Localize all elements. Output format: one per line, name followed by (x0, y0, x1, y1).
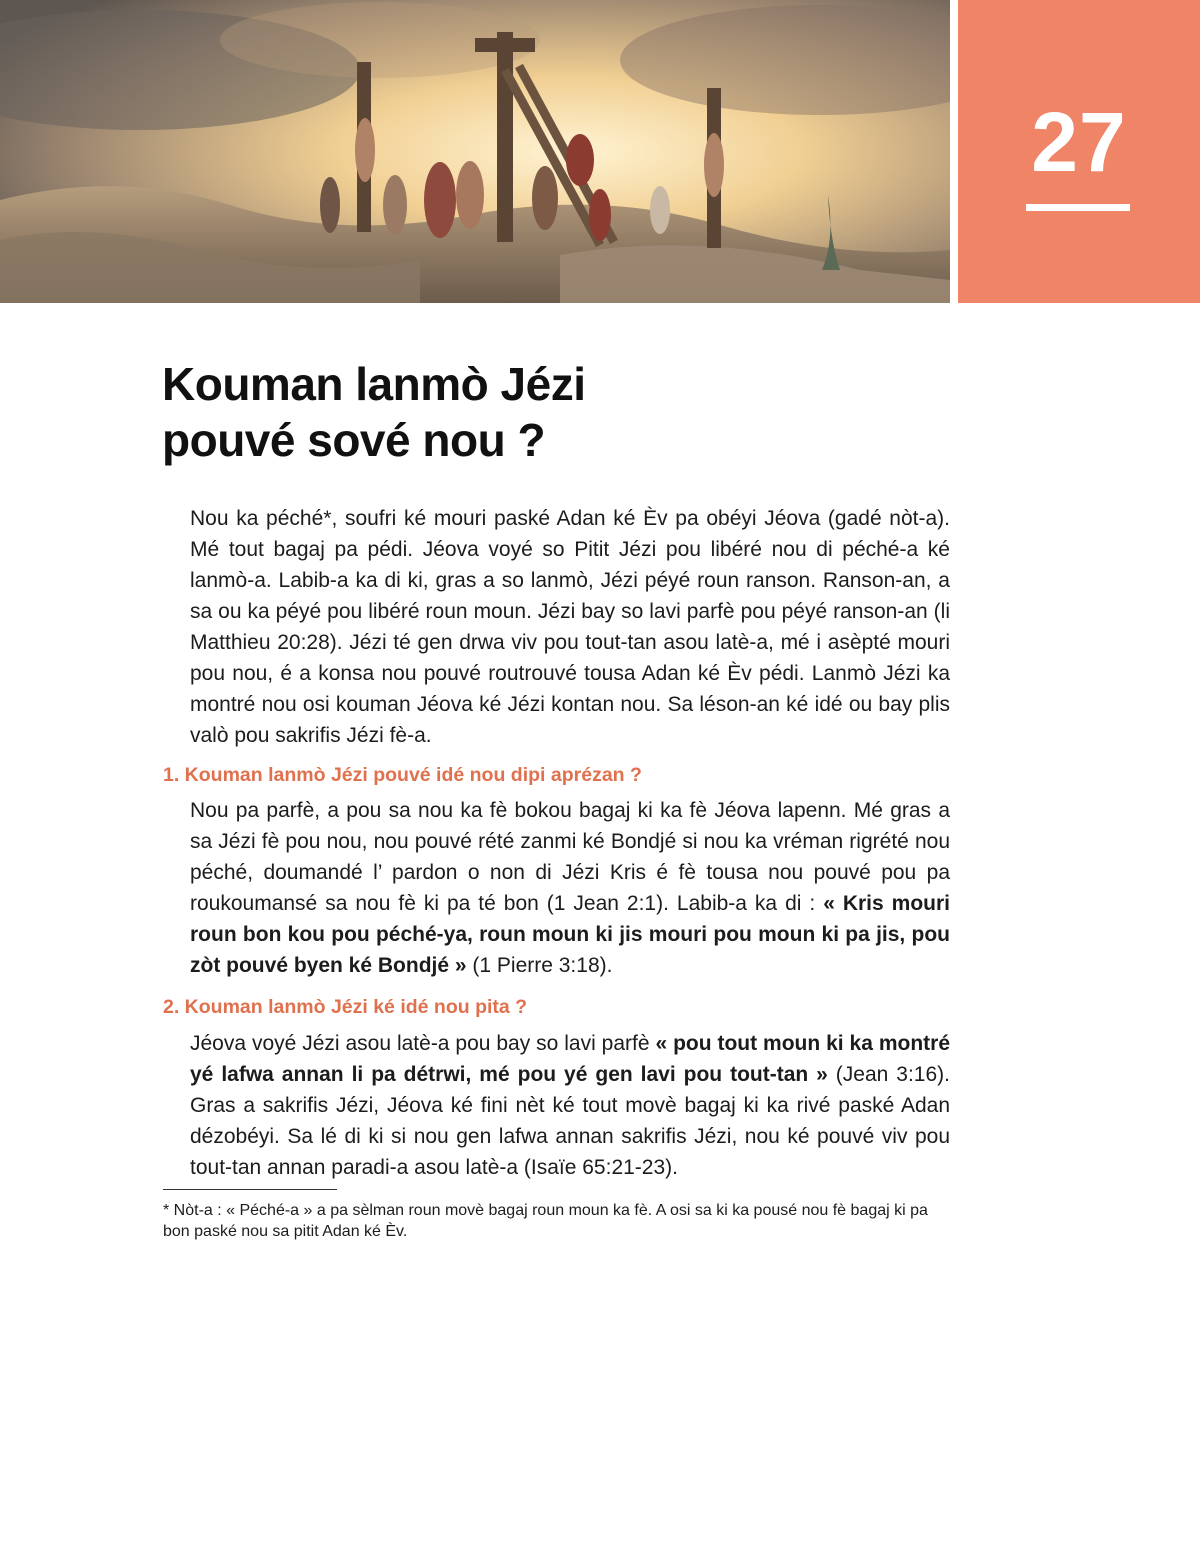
intro-paragraph: Nou ka péché*, soufri ké mouri paské Adan ké Èv pa obéyi Jéova (gadé nòt-a). Mé tout bagaj pa pédi. Jéova voyé so Pitit Jézi pou libéré nou di péché-a ké lanmò-a. Labib-a ka di ki, gras a so lanmò, Jézi péyé roun ranson. Ranson-an, a sa ou ka péyé pou libéré roun moun. Jézi bay so lavi parfè pou péyé ranson-an (li Matthieu 20:28). Jézi té gen drwa viv pou tout-tan asou latè-a, mé i asèpté mouri pou nou, é a konsa nou pouvé routrouvé tousa Adan ké Èv pédi. Lanmò Jézi ka montré nou osi kouman Jéova ké Jézi kontan nou. Sa léson-an ké idé ou bay plis valò pou sakrifis Jézi fè-a. (190, 507, 950, 747)
crucifixion-scene-illustration (0, 0, 950, 303)
question-heading-2: 2. Kouman lanmò Jézi ké idé nou pita ? (163, 996, 528, 1018)
lesson-number: 27 (1031, 95, 1127, 189)
title-line-2: pouvé sové nou ? (162, 414, 546, 466)
answer-paragraph-2 (190, 1028, 950, 1183)
title-line-1: Kouman lanmò Jézi (162, 358, 586, 410)
page-title (162, 356, 922, 468)
answer-1-reference: (1 Pierre 3:18). (466, 954, 613, 977)
lesson-number-badge (958, 0, 1200, 303)
answer-2-quote: « pou tout moun ki ka montré yé lafwa annan li pa détrwi, mé pou yé gen lavi pou tout-tan » (190, 1032, 950, 1086)
question-heading-1: 1. Kouman lanmò Jézi pouvé idé nou dipi aprézan ? (163, 764, 642, 786)
footnote-divider (163, 1189, 337, 1190)
badge-underline (1026, 204, 1130, 211)
answer-paragraph-1 (190, 795, 950, 981)
footnote: * Nòt-a : « Péché-a » a pa sèlman roun movè bagaj roun moun ka fè. A osi sa ki ka pousé nou fè bagaj ki pa bon paské nou sa pitit Adan ké Èv. (163, 1202, 928, 1240)
answer-2-continuation: (Jean 3:16). Gras a sakrifis Jézi, Jéova ké fini nèt ké tout movè bagaj ki ka rivé paské Adan dézobéyi. Sa lé di ki si nou gen lafwa annan sakrifis Jézi, nou ké pouvé viv pou tout-tan annan paradi-a asou latè-a (Isaïe 65:21-23). (190, 1063, 950, 1179)
answer-2-text: Jéova voyé Jézi asou latè-a pou bay so lavi parfè (190, 1032, 656, 1055)
hero-image (0, 0, 950, 303)
answer-1-text: Nou pa parfè, a pou sa nou ka fè bokou bagaj ki ka fè Jéova lapenn. Mé gras a sa Jézi fè pou nou, nou pouvé rété zanmi ké Bondjé si nou ka vréman rigrété nou péché, doumandé l’ pardon o non di Jézi Kris é fè tousa nou pouvé pou pa roukoumansé sa nou fè ki pa té bon (1 Jean 2:1). Labib-a ka di : (190, 799, 950, 915)
answer-1-quote: « Kris mouri roun bon kou pou péché-ya, roun moun ki jis mouri pou moun ki pa jis, pou zòt pouvé byen ké Bondjé » (190, 892, 950, 977)
